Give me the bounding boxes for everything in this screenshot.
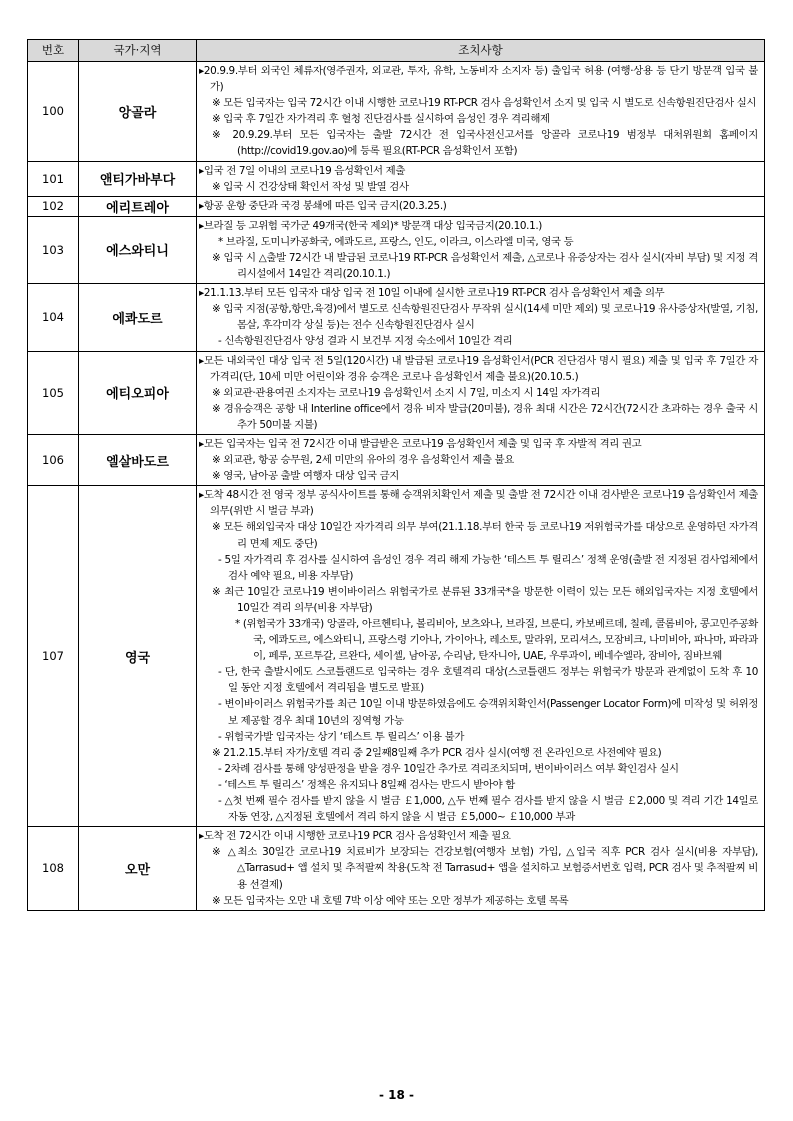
table-row [28, 62, 765, 162]
measure-line: ※ 외교관·관용여권 소지자는 코로나19 음성확인서 소지 시 7일, 미소지 시 14일 자가격리 [212, 386, 601, 399]
table-row [28, 351, 765, 434]
row-country: 에콰도르 [79, 284, 197, 351]
measure-line: - 단, 한국 출발시에도 스코틀랜드로 입국하는 경우 호텔격리 대상(스코틀랜드 정부는 위험국가 방문과 관계없이 도착 후 10일 동안 지정 호텔에서 격리됨을 별도로 발표) [218, 666, 759, 695]
page-number: - 18 - [378, 1088, 414, 1102]
row-measures [197, 161, 765, 196]
row-measures [197, 486, 765, 827]
row-number: 104 [28, 284, 79, 351]
row-number: 100 [28, 62, 79, 162]
header-measures: 조치사항 [197, 40, 765, 62]
row-measures [197, 434, 765, 485]
measure-line: ※ 입국 시 △출발 72시간 내 발급된 코로나19 RT-PCR 음성확인서 제출, △코로나 유증상자는 검사 실시(자비 부담) 및 지정 격리시설에서 14일간 격리(20.10.1.) [212, 251, 758, 281]
row-measures [197, 351, 765, 434]
measure-line: ※ 21.2.15.부터 자가/호텔 격리 중 2일째8일째 추가 PCR 검사 실시(여행 전 온라인으로 사전예약 필요) [212, 746, 662, 759]
row-measures [197, 216, 765, 283]
measure-line: ※ 최근 10일간 코로나19 변이바이러스 위험국가로 분류된 33개국*을 방문한 이력이 있는 모든 해외입국자는 지정 호텔에서 10일간 격리 의무(비용 자부담) [212, 585, 758, 614]
row-number: 108 [28, 827, 79, 910]
row-country: 에스와티니 [79, 216, 197, 283]
row-number: 105 [28, 351, 79, 434]
measure-line: ※ 입국 시 건강상태 확인서 작성 및 발열 검사 [212, 180, 409, 193]
measure-line: ※ 외교관, 항공 승무원, 2세 미만의 유아의 경우 음성확인서 제출 불요 [212, 454, 514, 467]
measure-line: ※ 20.9.29.부터 모든 입국자는 출발 72시간 전 입국사전신고서를 앙골라 코로나19 범정부 대처위원회 홈페이지(http://covid19.gov.ao)에 등록 필요(RT-PCR 음성확인서 포함) [212, 129, 758, 158]
measure-line: ※ 모든 입국자는 입국 72시간 이내 시행한 코로나19 RT-PCR 검사 음성확인서 소지 및 입국 시 별도로 신속항원진단검사 실시 [212, 97, 757, 110]
measure-line: ※ 경유승객은 공항 내 Interline office에서 경유 비자 발급(20미불), 경유 최대 시간은 72시간(72시간 초과하는 경우 출국 시 추가 50미불 지불) [212, 402, 758, 431]
measure-line: * (위험국가 33개국) 앙골라, 아르헨티나, 볼리비아, 보츠와나, 브라질, 브룬디, 카보베르데, 칠레, 콜롬비아, 콩고민주공화국, 에콰도르, 에스와티니, 프랑스령 기아나, 가이아나, 레소토, 말라위, 모리셔스, 모잠비크, 나미비아, 파나마, 파라과이, 페루, 포르투갈, 르완다, 세이셸, 남아공, 수리남, 탄자니아, UAE, 우루과이, 베네수엘라, 잠비아, 짐바브웨 [235, 618, 758, 663]
measure-line: - 5일 자가격리 후 검사를 실시하여 음성인 경우 격리 해제 가능한 ‘테스트 투 릴리스’ 정책 운영(출발 전 지정된 검사업체에서 검사 예약 필요, 비용 자부담) [218, 553, 758, 582]
measure-line: ▸브라질 등 고위험 국가군 49개국(한국 제외)* 방문객 대상 입국금지(20.10.1.) [199, 219, 543, 232]
row-measures [197, 196, 765, 216]
table-row [28, 486, 765, 827]
measure-line: ※ 모든 해외입국자 대상 10일간 자가격리 의무 부여(21.1.18.부터 한국 등 코로나19 저위험국가를 대상으로 운영하던 자가격리 면제 제도 중단) [212, 521, 758, 550]
row-country: 엘살바도르 [79, 434, 197, 485]
row-country: 영국 [79, 486, 197, 827]
row-measures [197, 827, 765, 910]
measure-line: - 2차례 검사를 통해 양성판정을 받을 경우 10일간 추가로 격리조치되며, 변이바이러스 여부 확인검사 실시 [218, 762, 679, 775]
table-row [28, 284, 765, 351]
row-measures [197, 284, 765, 351]
row-country: 앤티가바부다 [79, 161, 197, 196]
table-body [28, 62, 765, 911]
row-number: 102 [28, 196, 79, 216]
table-row [28, 161, 765, 196]
measure-line: - 신속항원진단검사 양성 결과 시 보건부 지정 숙소에서 10일간 격리 [218, 335, 513, 348]
header-number: 번호 [28, 40, 79, 62]
table-row [28, 196, 765, 216]
table-header-row [28, 40, 765, 62]
table-row [28, 434, 765, 485]
measure-line: ※ 모든 입국자는 오만 내 호텔 7박 이상 예약 또는 오만 정부가 제공하는 호텔 목록 [212, 894, 569, 907]
measures-table [27, 39, 765, 911]
row-number: 103 [28, 216, 79, 283]
measure-line: ▸입국 전 7일 이내의 코로나19 음성확인서 제출 [199, 164, 406, 177]
page-sheet [27, 39, 764, 911]
row-measures [197, 62, 765, 162]
measure-line: ▸모든 입국자는 입국 전 72시간 이내 발급받은 코로나19 음성확인서 제출 및 입국 후 자발적 격리 권고 [199, 437, 642, 450]
measure-line: * 브라질, 도미니카공화국, 에콰도르, 프랑스, 인도, 이라크, 이스라엘 미국, 영국 등 [218, 235, 574, 248]
measure-line: - ‘테스트 투 릴리스’ 정책은 유지되나 8일째 검사는 반드시 받아야 함 [218, 778, 515, 791]
measure-line: ▸21.1.13.부터 모든 입국자 대상 입국 전 10일 이내에 실시한 코로나19 RT-PCR 검사 음성확인서 제출 의무 [199, 287, 665, 300]
measure-line: - △첫 번째 필수 검사를 받지 않을 시 벌금 ￡1,000, △두 번째 필수 검사를 받지 않을 시 벌금 ￡2,000 및 격리 기간 14일로 자동 연장, △지정된 호텔에서 격리 하지 않을 시 벌금 ￡5,000~ ￡10,000 부과 [218, 795, 758, 824]
measure-line: ※ 영국, 남아공 출발 여행자 대상 입국 금지 [212, 470, 399, 483]
table-row [28, 216, 765, 283]
row-country: 에티오피아 [79, 351, 197, 434]
header-country: 국가·지역 [79, 40, 197, 62]
row-number: 106 [28, 434, 79, 485]
measure-line: - 위험국가발 입국자는 상기 ‘테스트 투 릴리스’ 이용 불가 [218, 730, 465, 743]
row-country: 에리트레아 [79, 196, 197, 216]
measure-line: ※ △최소 30일간 코로나19 치료비가 보장되는 건강보험(여행자 보험) 가입, △입국 직후 PCR 검사 실시(비용 자부담), △Tarrasud+ 앱 설치 및 추적팔찌 착용(도착 전 Tarrasud+ 앱을 설치하고 보험증서번호 입력, PCR 검사 및 추적팔찌 비용 선결제) [212, 846, 758, 891]
measure-line: ▸20.9.9.부터 외국인 체류자(영주권자, 외교관, 투자, 유학, 노동비자 소지자 등) 출입국 허용 (여행·상용 등 단기 방문객 입국 불가) [199, 65, 758, 94]
measure-line: ▸모든 내외국인 대상 입국 전 5일(120시간) 내 발급된 코로나19 음성확인서(PCR 진단검사 명시 필요) 제출 및 입국 후 7일간 자가격리(단, 10세 미만 어린이와 경유 승객은 코로나 음성확인서 제출 불요)(20.10.5.) [199, 354, 758, 383]
row-country: 앙골라 [79, 62, 197, 162]
measure-line: ▸도착 전 72시간 이내 시행한 코로나19 PCR 검사 음성확인서 제출 필요 [199, 830, 511, 843]
measure-line: - 변이바이러스 위험국가를 최근 10일 이내 방문하였음에도 승객위치확인서(Passenger Locator Form)에 미작성 및 허위정보 제공할 경우 최대 10년의 징역형 가능 [218, 698, 758, 727]
row-number: 101 [28, 161, 79, 196]
measure-line: ※ 입국 후 7일간 자가격리 후 혈청 진단검사를 실시하여 음성인 경우 격리해제 [212, 113, 550, 126]
measure-line: ※ 입국 지점(공항,항만,육경)에서 별도로 신속항원진단검사 무작위 실시(14세 미만 제외) 및 코로나19 유사증상자(발열, 기침, 몸살, 후각미각 상실 등)는 전수 신속항원진단검사 실시 [212, 303, 758, 332]
row-country: 오만 [79, 827, 197, 910]
measure-line: ▸도착 48시간 전 영국 정부 공식사이트를 통해 승객위치확인서 제출 및 출발 전 72시간 이내 검사받은 코로나19 음성확인서 제출 의무(위반 시 벌금 부과) [199, 489, 758, 518]
row-number: 107 [28, 486, 79, 827]
measure-line: ▸항공 운항 중단과 국경 봉쇄에 따른 입국 금지(20.3.25.) [199, 199, 447, 212]
table-row [28, 827, 765, 910]
